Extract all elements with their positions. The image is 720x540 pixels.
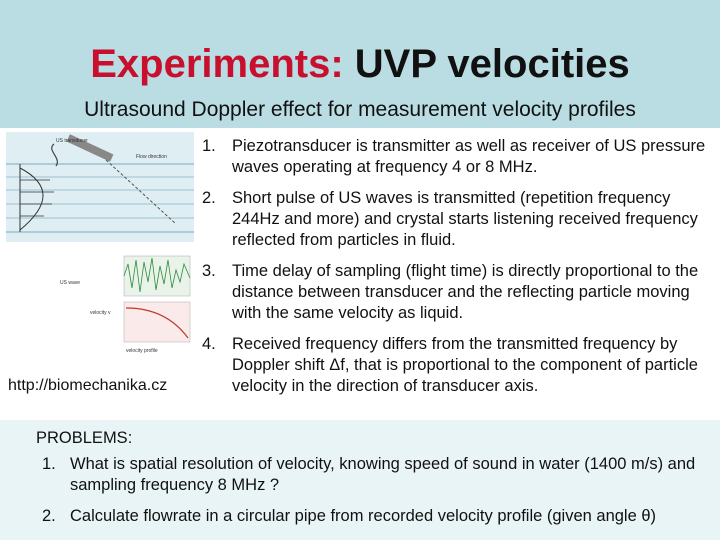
- list-item: 1. What is spatial resolution of velocity, knowing speed of sound in water (1400 m/s) and sampling frequency 8 MHz ?: [42, 455, 696, 494]
- label-profile: velocity profile: [126, 348, 158, 354]
- list-item: 1. Piezotransducer is transmitter as well as receiver of US pressure waves operating at frequency 4 or 8 MHz.: [202, 137, 706, 176]
- list-item: 4. Received frequency differs from the transmitted frequency by Doppler shift Δf, that is proportional to the component of particle velocity in the direction of transducer axis.: [202, 335, 698, 395]
- source-url: http://biomechanika.cz: [8, 377, 168, 394]
- problems-list: [36, 454, 716, 537]
- list-item: 2. Calculate flowrate in a circular pipe from recorded velocity profile (given angle θ): [42, 507, 657, 525]
- label-velocity: velocity v: [90, 310, 111, 316]
- principle-list: [198, 136, 716, 407]
- label-wave: US wave: [60, 280, 81, 286]
- uvp-schematic-figure: [6, 132, 194, 362]
- label-flow: Flow direction: [136, 154, 167, 160]
- title-highlight: Experiments:: [90, 42, 344, 86]
- problems-heading: PROBLEMS:: [36, 429, 133, 447]
- title-main: UVP velocities: [343, 42, 630, 86]
- slide-title: [0, 40, 720, 88]
- list-item: 2. Short pulse of US waves is transmitted (repetition frequency 244Hz and more) and crystal starts listening received frequency reflected from particles in fluid.: [202, 189, 698, 249]
- list-item: 3. Time delay of sampling (flight time) is directly proportional to the distance between transducer and the reflecting particle moving with the same velocity as liquid.: [202, 262, 699, 322]
- label-transducer: US transducer: [56, 138, 88, 144]
- slide-subtitle: Ultrasound Doppler effect for measurement velocity profiles: [84, 98, 636, 121]
